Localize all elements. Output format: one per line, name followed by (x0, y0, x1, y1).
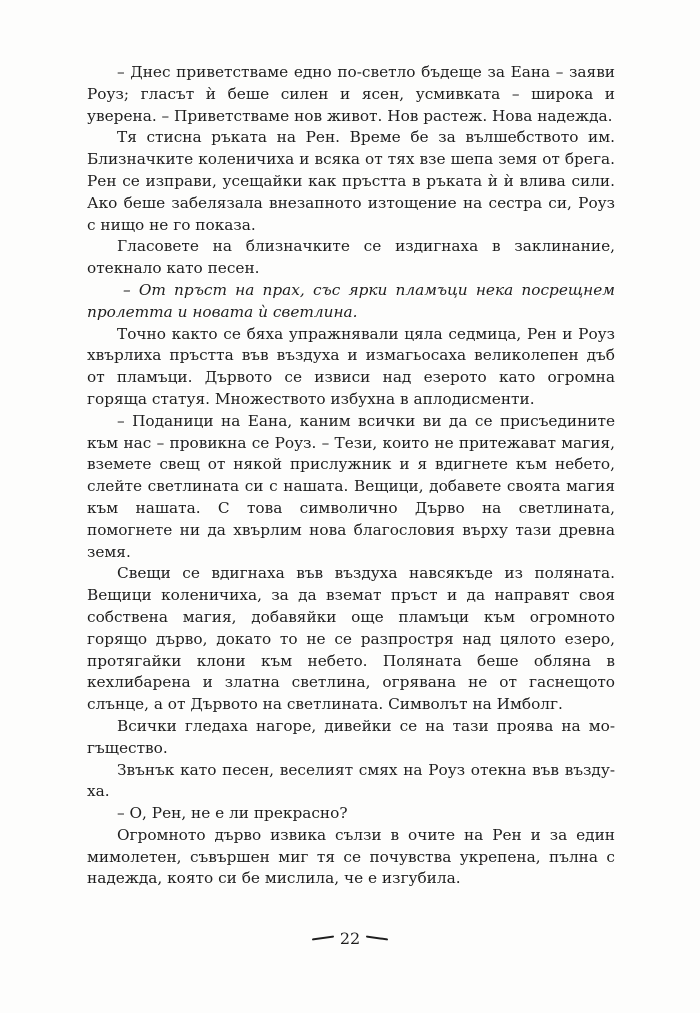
paragraph: – О, Рен, не е ли прекрасно? (117, 804, 348, 823)
paragraph: Всички гледаха нагоре, дивейки се на тази проява на могъщество. (87, 716, 615, 757)
paragraph: Точно както се бяха упражнявали цяла седмица, Рен и Роуз хвърлиха пръстта във въздуха и измагьосаха великолепен дъб от пламъци. Дървото се извиси над езерото като огромна горяща статуя. Множеството избухна в аплодисменти. (87, 324, 615, 408)
paragraph: Тя стисна ръката на Рен. Време бе за вълшебството им. Близначките коленичиха и всяка от тях взе шепа земя от брега. Рен се изправи, усещайки как пръстта в ръката ѝ ѝ влива сили. Ако беше забелязала внезапното изтощение на сестра си, Роуз с нищо не го показа. (87, 128, 615, 234)
page-number-text: 22 (339, 928, 361, 948)
left-ornament-dash (312, 935, 334, 940)
paragraph: Гласовете на близначките се издигнаха в заклинание, отекнало като песен. (87, 237, 615, 278)
paragraph: Огромното дърво извика сълзи в очите на Рен и за един мимолетен, съвършен миг тя се почувства укрепена, пълна с надежда, която си бе мислила, че е изгубила. (87, 825, 615, 888)
page-number (0, 926, 700, 950)
paragraph: Звънък като песен, веселият смях на Роуз отекна във въздуха. (87, 760, 615, 801)
body-text (87, 62, 615, 890)
paragraph: Свещи се вдигнаха във въздуха навсякъде из поляната. Вещици коленичиха, за да вземат пръст и да направят своя собствена магия, добавяйки още пламъци към огромното горящо дърво, докато то не се разпростря над цялото езеро, протягайки клони към небето. Поляната беше обляна в кехлибарена и златна светлина, огрявана не от гаснещото слънце, а от Дървото на светлината. Символът на Имболг. (87, 564, 615, 714)
paragraph: – Днес приветстваме едно по-светло бъдеще за Еана – заяви Роуз; гласът ѝ беше силен и ясен, усмивката – широка и уверена. – Приветстваме нов живот. Нов растеж. Нова надежда. (87, 63, 615, 125)
right-ornament-dash (366, 935, 388, 940)
incantation-verse: – От пръст на прах, със ярки пламъци нека посрещнем пролетта и новата ѝ светлина. (87, 280, 615, 321)
paragraph: – Поданици на Еана, каним всички ви да се присъедините към нас – провикна се Роуз. – Тези, които не притежават магия, вземете свещ от някой прислужник и я вдигнете към небето, слейте светлината си с нашата. Вещици, добавете своята магия към нашата. С това символично Дърво на светлината, помогнете ни да хвърлим нова благословия върху тази древна земя. (87, 411, 615, 561)
